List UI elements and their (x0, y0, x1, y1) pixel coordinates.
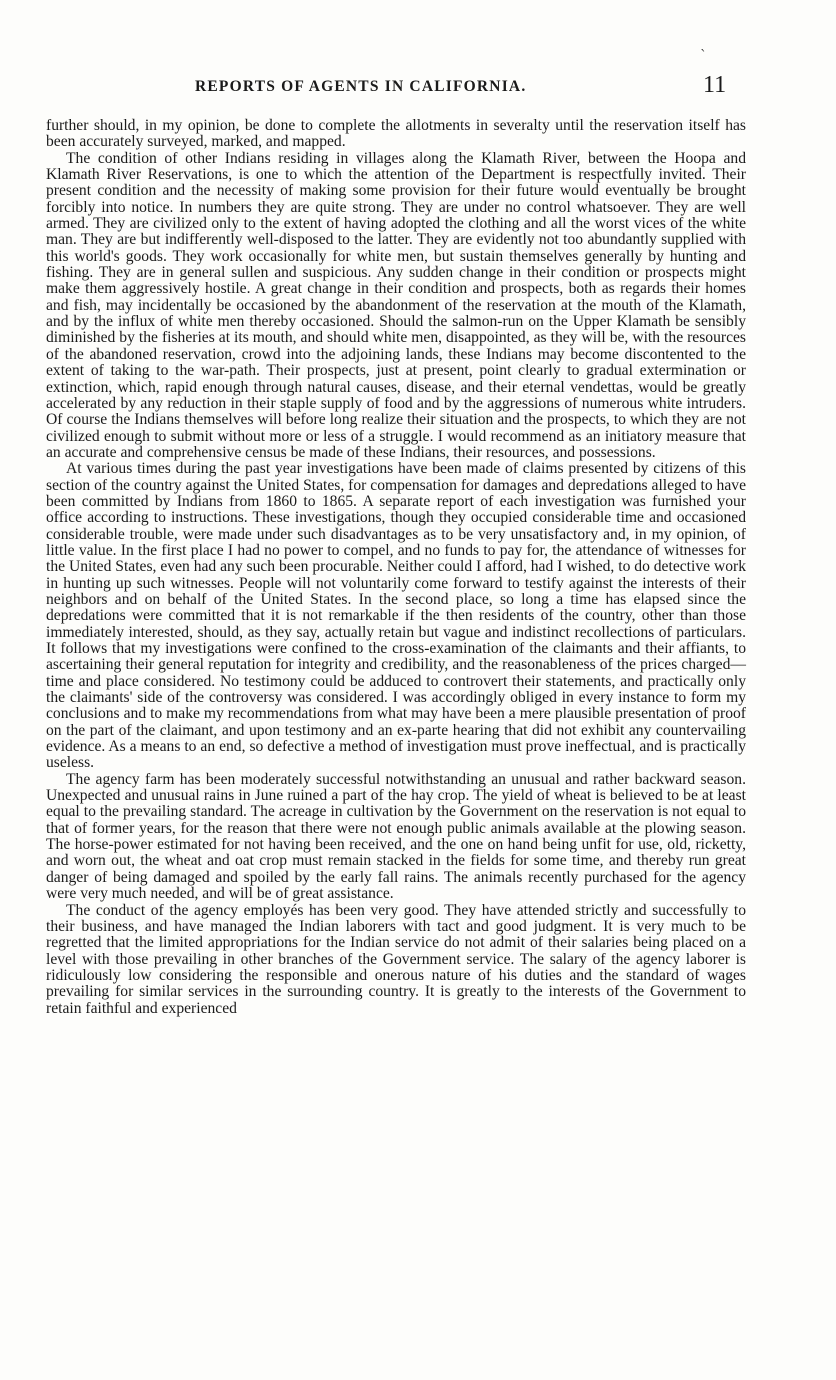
paragraph-agency-farm: The agency farm has been moderately successful notwithstanding an unusual and rather backward season. Unexpected and unusual rains in June ruined a part of the hay crop. The yield of wheat is believed to be at least equal to the prevailing standard. The acreage in cultivation by the Government on the reservation is not equal to that of former years, for the reason that there were not enough public animals available at the plowing season. The horse-power estimated for not having been received, and the one on hand being unfit for use, old, ricketty, and worn out, the wheat and oat crop must remain stacked in the fields for some time, and thereby run great danger of being damaged and spoiled by the early fall rains. The animals recently purchased for the agency were very much needed, and will be of great assistance. (46, 770, 746, 903)
paragraph-agency-employes: The conduct of the agency employés has been very good. They have attended strictly and successfully to their business, and have managed the Indian laborers with tact and good judgment. It is very much to be regretted that the limited appropriations for the Indian service do not admit of their salaries being placed on a level with those prevailing in other branches of the Government service. The salary of the agency laborer is ridiculously low considering the responsible and onerous nature of his duties and the standard of wages prevailing for similar services in the surrounding country. It is greatly to the interests of the Government to retain faithful and experienced (46, 901, 746, 1017)
page-number: 11 (703, 72, 727, 98)
paragraph-claims-investigations: At various times during the past year investigations have been made of claims presented by citizens of this section of the country against the United States, for compensation for damages and depredations alleged to have been committed by Indians from 1860 to 1865. A separate report of each investigation was furnished your office according to instructions. These investigations, though they occupied considerable time and occasioned considerable trouble, were made under such disadvantages as to be very unsatisfactory and, in my opinion, of little value. In the first place I had no power to compel, and no funds to pay for, the attendance of witnesses for the United States, even had any such been procurable. Neither could I afford, had I wished, to do detective work in hunting up such witnesses. People will not voluntarily come forward to testify against the interests of their neighbors and on behalf of the United States. In the second place, so long a time has elapsed since the depredations were committed that it is not remarkable if the then residents of the country, other than those immediately interested, should, as they say, actually retain but vague and indistinct recollections of particulars. It follows that my investigations were confined to the cross-examination of the claimants and their affiants, to ascertaining their general reputation for integrity and credibility, and the reasonableness of the prices charged—time and place considered. No testimony could be adduced to controvert their statements, and practically only the claimants' side of the controversy was considered. I was accordingly obliged in every instance to form my conclusions and to make my recommendations from what may have been a mere plausible presentation of proof on the part of the claimant, and upon testimony and an ex-parte hearing that did not exhibit any countervailing evidence. As a means to an end, so defective a method of investigation must prove ineffectual, and is practically useless. (46, 460, 746, 772)
paragraph-klamath-indians: The condition of other Indians residing in villages along the Klamath River, between the Hoopa and Klamath River Reservations, is one to which the attention of the Department is respectfully invited. Their present condition and the necessity of making some provision for their future would eventually be brought forcibly into notice. In numbers they are quite strong. They are under no control whatsoever. They are well armed. They are civilized only to the extent of having adopted the clothing and all the worst vices of the white man. They are but indifferently well-disposed to the latter. They are evidently not too abundantly supplied with this world's goods. They work occasionally for white men, but sustain themselves generally by hunting and fishing. They are in general sullen and suspicious. Any sudden change in their condition or prospects might make them aggressively hostile. A great change in their condition and prospects, both as regards their homes and fish, may incidentally be occasioned by the abandonment of the reservation at the mouth of the Klamath, and by the influx of white men thereby occasioned. Should the salmon-run on the Upper Klamath be sensibly diminished by the fisheries at its mouth, and should white men, disappointed, as they will be, with the resources of the abandoned reservation, crowd into the adjoining lands, these Indians may become discontented to the extent of taking to the war-path. Their prospects, just at present, point clearly to gradual extermination or extinction, which, rapid enough through natural causes, disease, and their eternal vendettas, would be greatly accelerated by any reduction in their staple supply of food and by the aggressions of numerous white intruders. Of course the Indians themselves will before long realize their situation and the prospects, to which they are not civilized enough to submit without more or less of a struggle. I would recommend as an initiatory measure that an accurate and comprehensive census be made of these Indians, their resources, and possessions. (46, 149, 746, 461)
body-text (46, 118, 746, 1017)
running-title: REPORTS OF AGENTS IN CALIFORNIA. (195, 78, 527, 95)
corner-mark: ` (700, 48, 707, 64)
paragraph-continuation: further should, in my opinion, be done to complete the allotments in severalty until the reservation itself has been accurately surveyed, marked, and mapped. (46, 117, 746, 151)
